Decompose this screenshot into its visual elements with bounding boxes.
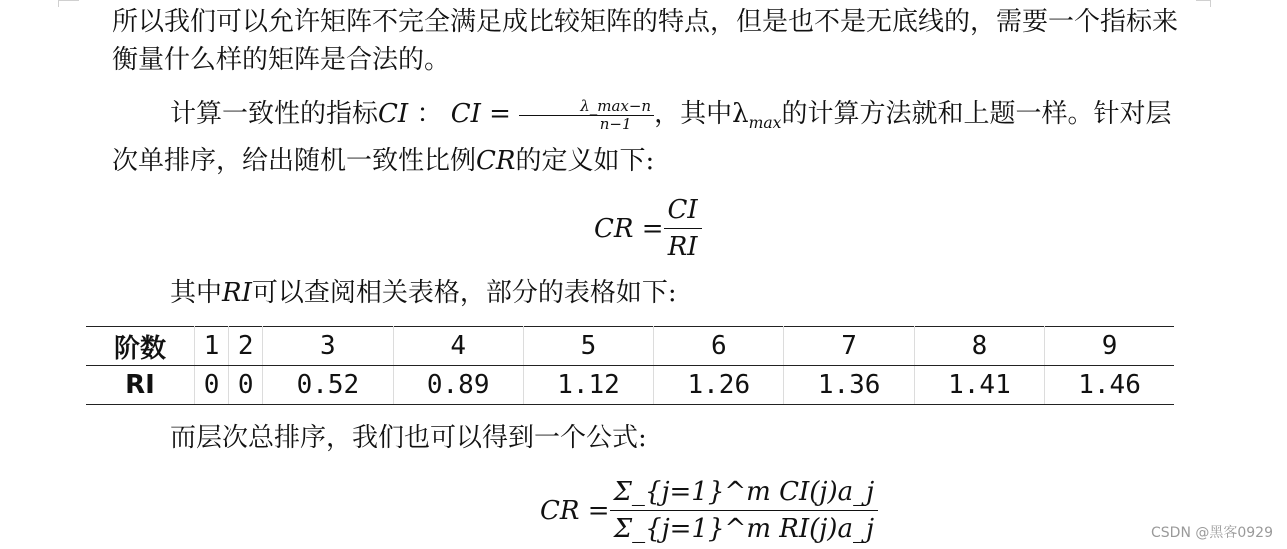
ci-formula-fraction <box>519 98 654 133</box>
equation-cr-numerator: CI <box>664 192 702 229</box>
paragraph-ri-intro <box>112 274 1184 312</box>
table-cell: 4 <box>393 327 523 366</box>
table-cell: 6 <box>654 327 784 366</box>
paragraph-total-ranking: 而层次总排序，我们也可以得到一个公式: <box>170 423 647 453</box>
table-cell: 9 <box>1045 327 1174 366</box>
table-cell: 3 <box>263 327 393 366</box>
table-row-ri <box>86 366 1174 405</box>
table-cell: 1.46 <box>1045 366 1174 405</box>
table-cell: 1.26 <box>654 366 784 405</box>
cr-symbol: CR <box>476 146 516 177</box>
text-segment: ，其中λ <box>654 99 749 129</box>
equation-cr-fraction <box>664 192 702 265</box>
table-cell: 0 <box>195 366 229 405</box>
ci-symbol: CI <box>378 99 409 129</box>
watermark: CSDN @黑客0929 <box>1151 525 1273 541</box>
equation-cr <box>594 192 702 265</box>
colon: ： <box>416 99 443 129</box>
text-segment: 计算一致性的指标 <box>170 99 379 129</box>
lambda-subscript: max <box>748 114 782 133</box>
table-header-order: 阶数 <box>86 327 195 366</box>
ci-formula-numerator: λ_max−n <box>519 98 654 116</box>
ci-formula-lhs: CI = <box>450 99 511 129</box>
text-segment: 可以查阅相关表格，部分的表格如下: <box>251 278 677 308</box>
paragraph-intro: 所以我们可以允许矩阵不完全满足成比较矩阵的特点，但是也不是无底线的，需要一个指标来衡量什么样的矩阵是合法的。 <box>112 7 1179 75</box>
equation-total-cr-lhs: CR = <box>540 495 610 526</box>
page-corner-mark-right <box>1196 0 1211 7</box>
table-cell: 5 <box>523 327 653 366</box>
table-cell: 8 <box>914 327 1044 366</box>
table-cell: 1.41 <box>914 366 1044 405</box>
ri-symbol: RI <box>222 278 252 308</box>
equation-total-cr <box>540 474 878 547</box>
ci-formula-denominator: n−1 <box>599 114 632 133</box>
table-row-order <box>86 327 1174 366</box>
table-header-ri: RI <box>86 366 195 405</box>
equation-total-cr-fraction <box>610 474 879 547</box>
table-cell: 0.89 <box>393 366 523 405</box>
paragraph-ci-definition <box>112 95 1184 180</box>
table-cell: 2 <box>229 327 263 366</box>
table-cell: 1.12 <box>523 366 653 405</box>
table-cell: 1 <box>195 327 229 366</box>
text-segment: 的计算方法就和上题一样。针对层次单排序，给出随机一致性比例 <box>112 99 1172 177</box>
text-segment: 其中 <box>170 278 223 308</box>
ri-table <box>86 326 1174 405</box>
equation-cr-lhs: CR = <box>594 213 664 244</box>
equation-cr-denominator: RI <box>667 232 698 262</box>
equation-total-cr-numerator: Σ_{j=1}^m CI(j)a_j <box>610 474 879 511</box>
table-cell: 0.52 <box>263 366 393 405</box>
table-cell: 0 <box>229 366 263 405</box>
table-cell: 1.36 <box>784 366 914 405</box>
table-cell: 7 <box>784 327 914 366</box>
page-corner-mark-left <box>58 0 79 7</box>
text-segment: 的定义如下: <box>515 146 655 177</box>
equation-total-cr-denominator: Σ_{j=1}^m RI(j)a_j <box>613 514 875 544</box>
